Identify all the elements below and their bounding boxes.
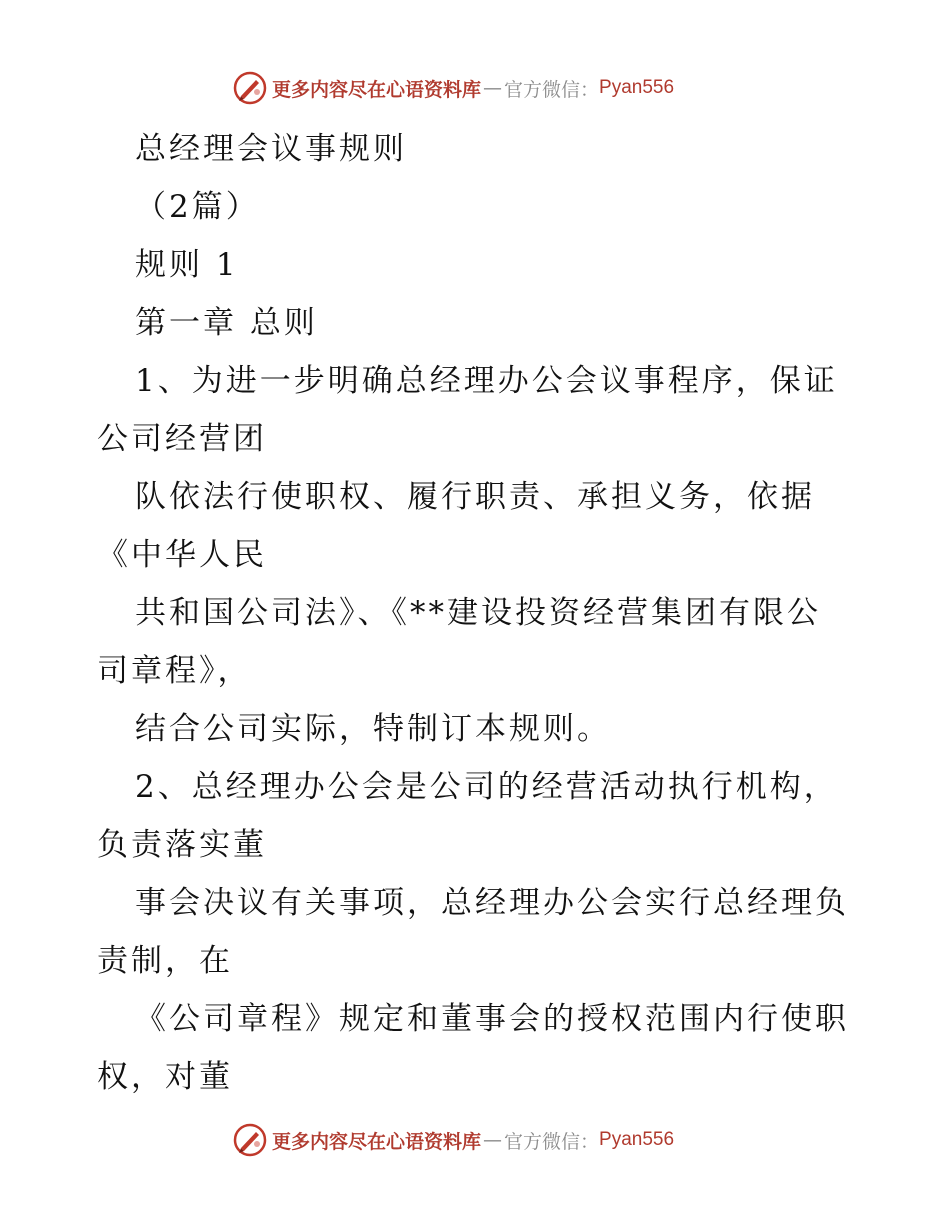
text-line: 队依法行使职权、履行职责、承担义务，依据 [135,479,815,515]
text-line: 司章程》， [97,653,252,689]
banner-text: 更多内容尽在心语资料库 [272,78,482,101]
text-line: 总经理会议事规则 [135,131,407,167]
banner-label: 官方微信： [504,78,600,101]
text-line: 公司经营团 [97,421,267,457]
banner-id: Pyan556 [599,1129,675,1150]
text-line: 结合公司实际，特制订本规则。 [135,711,611,747]
text-line: 第一章 总则 [135,305,318,341]
footer-banner [232,1120,674,1160]
banner-dash: — [483,77,503,99]
banner-text: 更多内容尽在心语资料库 [272,1130,482,1153]
pen-logo-icon [232,70,268,106]
text-line: 权，对董 [97,1059,233,1095]
banner-dash: — [483,1129,503,1151]
text-line: 1、为进一步明确总经理办公会议事程序，保证 [135,363,838,399]
header-banner [232,68,674,108]
pen-logo-icon [232,1122,268,1158]
text-line: 事会决议有关事项，总经理办公会实行总经理负 [135,885,849,921]
text-line: 《公司章程》规定和董事会的授权范围内行使职 [135,1001,849,1037]
text-line: 共和国公司法》、《**建设投资经营集团有限公 [135,595,821,631]
document-body [97,120,887,1106]
text-line: 规则 1 [135,247,239,283]
text-line: 负责落实董 [97,827,267,863]
banner-id: Pyan556 [599,77,675,98]
text-line: 2、总经理办公会是公司的经营活动执行机构， [135,769,838,805]
text-line: （2篇） [135,189,260,225]
banner-label: 官方微信： [504,1130,600,1153]
text-line: 责制，在 [97,943,233,979]
text-line: 《中华人民 [97,537,267,573]
